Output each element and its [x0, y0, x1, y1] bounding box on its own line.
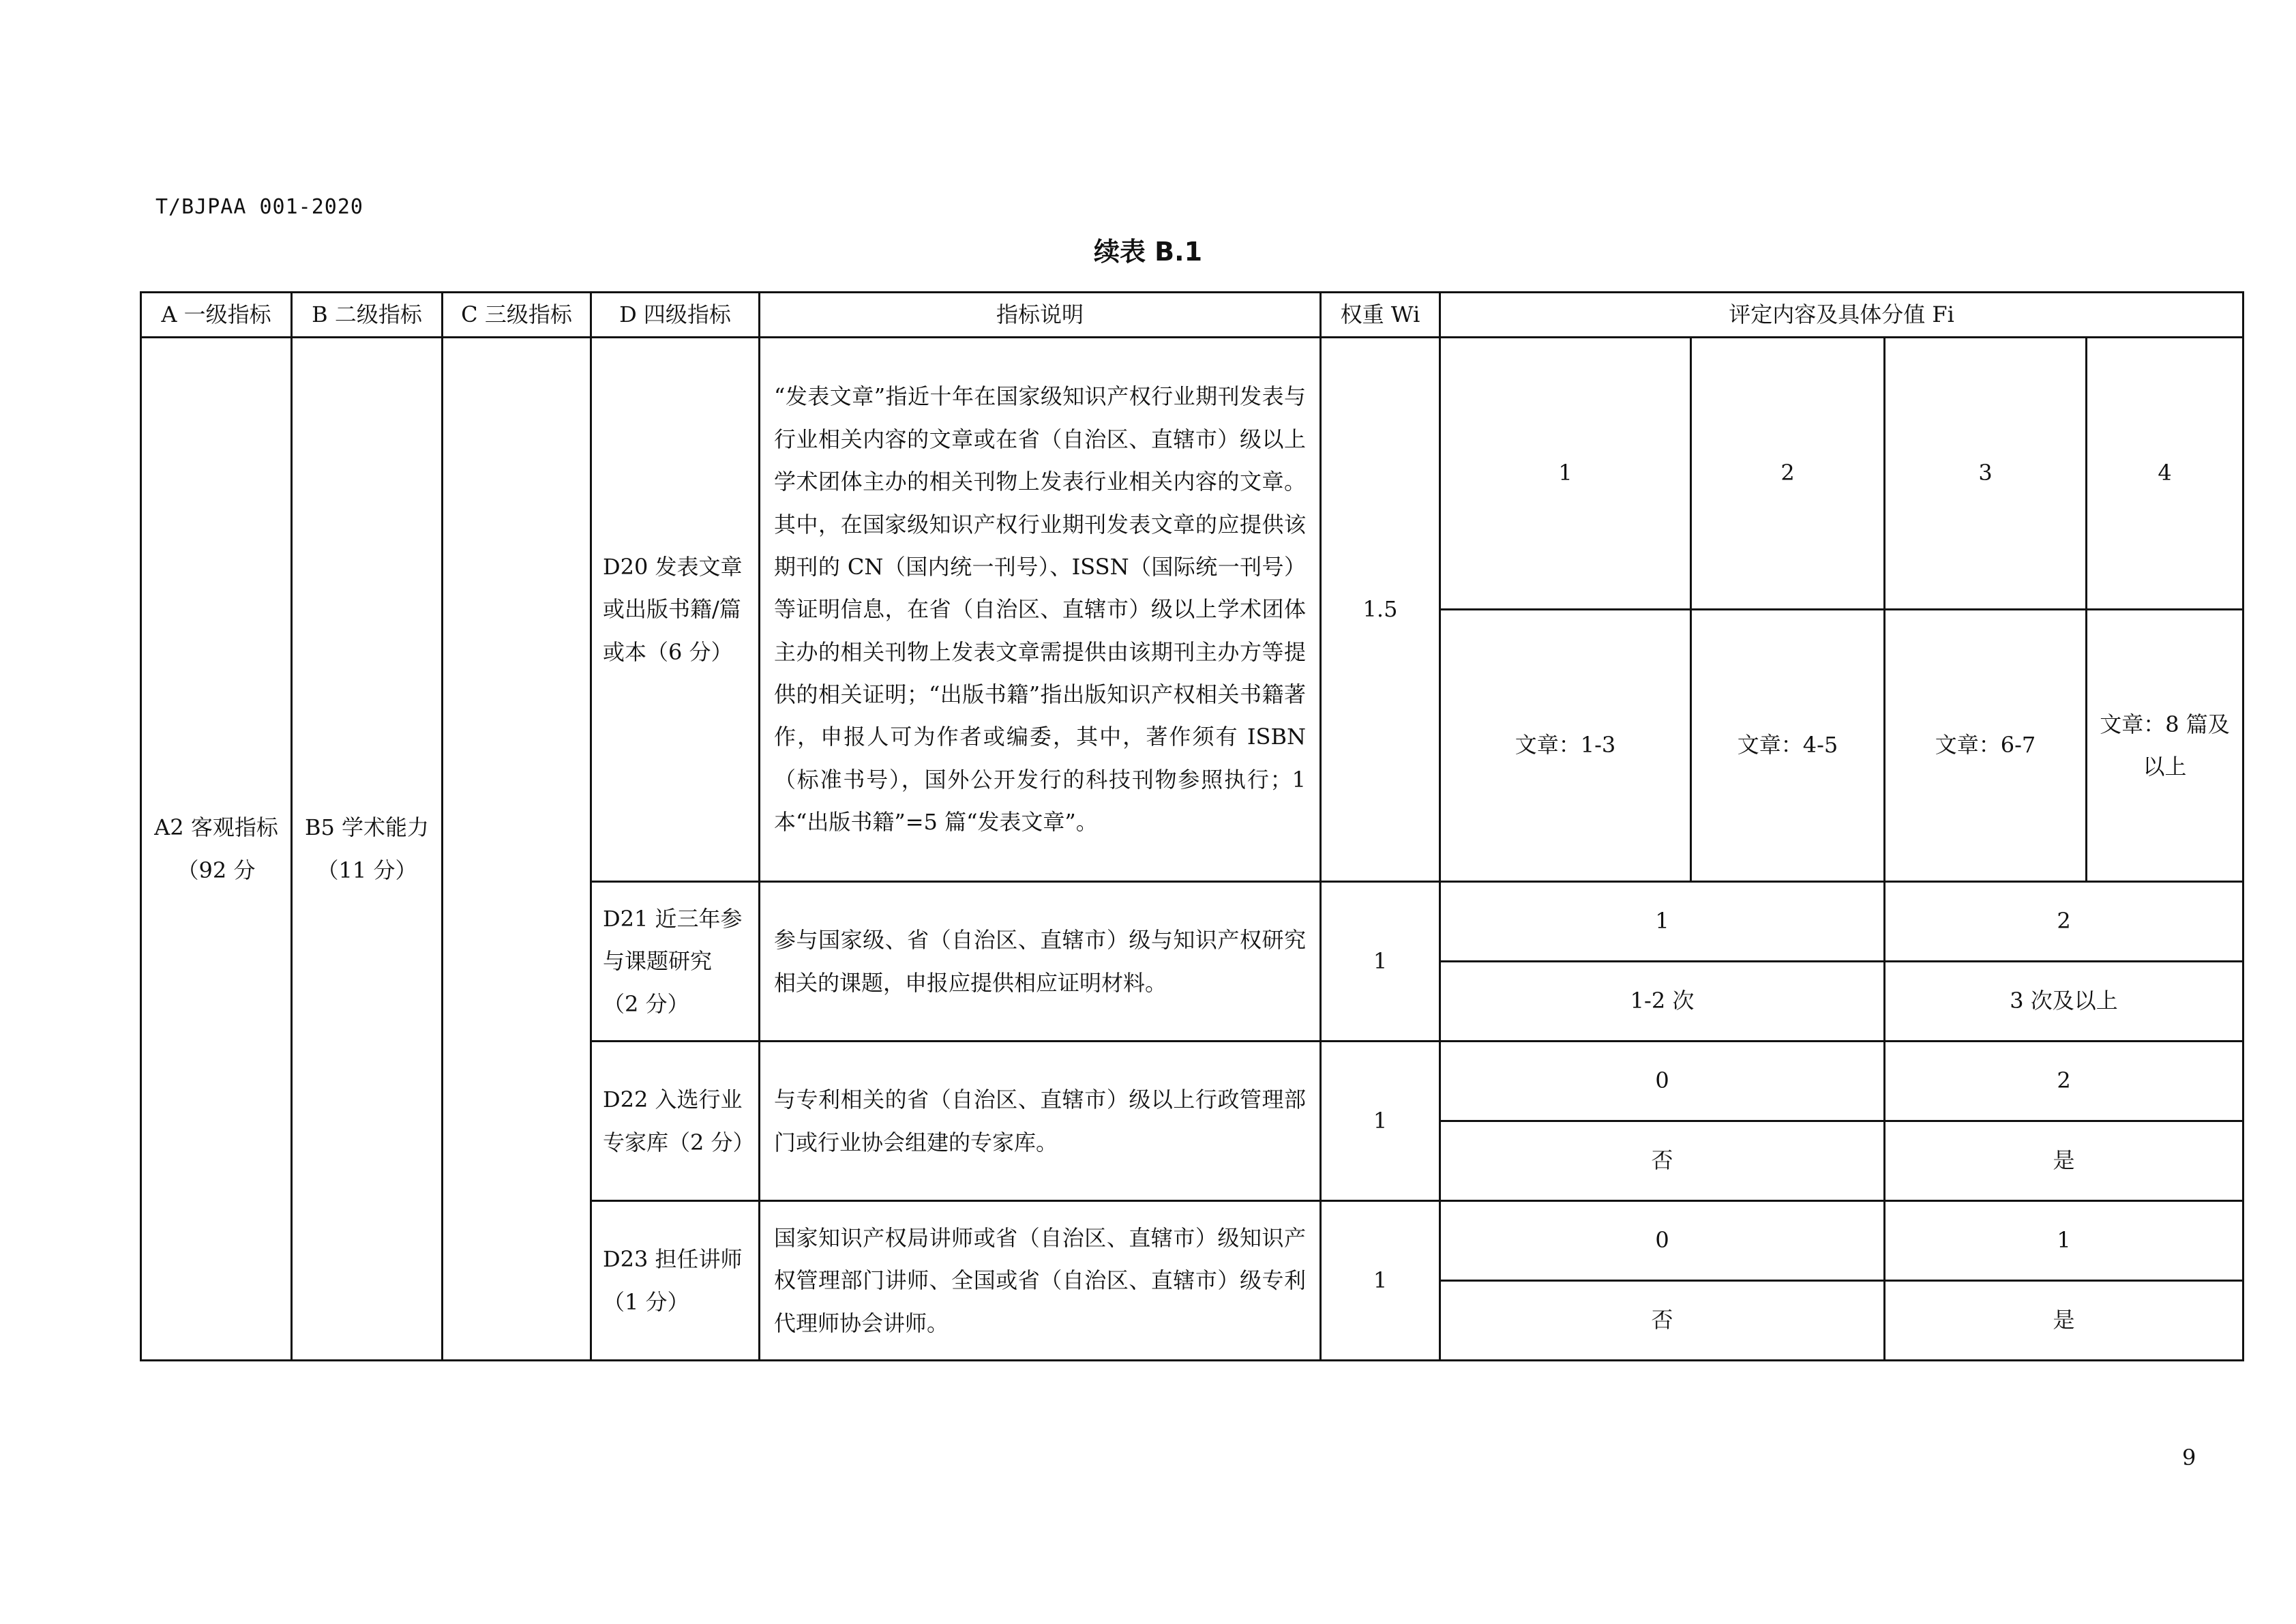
d20-level4: D20 发表文章或出版书籍/篇或本（6 分）: [591, 338, 760, 882]
header-level2: B 二级指标: [292, 293, 443, 338]
d21-score-1: 1: [1440, 882, 1885, 962]
d21-weight: 1: [1321, 882, 1440, 1042]
d22-weight: 1: [1321, 1042, 1440, 1201]
evaluation-table: [140, 291, 2244, 1361]
d22-level4: D22 入选行业专家库（2 分）: [591, 1042, 760, 1201]
table-caption: 续表 B.1: [1093, 237, 1203, 267]
d21-description: 参与国家级、省（自治区、直辖市）级与知识产权研究相关的课题，申报应提供相应证明材料。: [760, 882, 1321, 1042]
d23-score-1: 0: [1440, 1201, 1885, 1281]
d22-description: 与专利相关的省（自治区、直辖市）级以上行政管理部门或行业协会组建的专家库。: [760, 1042, 1321, 1201]
level1-cell: A2 客观指标（92 分: [141, 338, 292, 1361]
header-level4: D 四级指标: [591, 293, 760, 338]
level3-cell: [443, 338, 591, 1361]
d20-criteria-4: 文章：8 篇及以上: [2087, 610, 2243, 882]
d23-weight: 1: [1321, 1201, 1440, 1361]
d20-score-3: 3: [1885, 338, 2087, 610]
d20-score-4: 4: [2087, 338, 2243, 610]
header-level3: C 三级指标: [443, 293, 591, 338]
evaluation-table-container: [140, 291, 2242, 1361]
d20-criteria-3: 文章：6-7: [1885, 610, 2087, 882]
d20-score-1: 1: [1440, 338, 1691, 610]
level2-cell: B5 学术能力（11 分）: [292, 338, 443, 1361]
d21-score-2: 2: [1885, 882, 2243, 962]
d21-criteria-2: 3 次及以上: [1885, 962, 2243, 1042]
d23-level4: D23 担任讲师（1 分）: [591, 1201, 760, 1361]
d20-criteria-1: 文章：1-3: [1440, 610, 1691, 882]
d22-criteria-1: 否: [1440, 1121, 1885, 1201]
d22-criteria-2: 是: [1885, 1121, 2243, 1201]
d22-score-1: 0: [1440, 1042, 1885, 1121]
header-scores: 评定内容及具体分值 Fi: [1440, 293, 2243, 338]
d21-criteria-1: 1-2 次: [1440, 962, 1885, 1042]
d21-level4: D21 近三年参与课题研究（2 分）: [591, 882, 760, 1042]
d23-criteria-1: 否: [1440, 1281, 1885, 1361]
table-row: [141, 338, 2243, 610]
d20-weight: 1.5: [1321, 338, 1440, 882]
header-row: [141, 293, 2243, 338]
page-number: 9: [2182, 1445, 2196, 1471]
d20-score-2: 2: [1691, 338, 1885, 610]
d20-criteria-2: 文章：4-5: [1691, 610, 1885, 882]
document-code: T/BJPAA 001-2020: [155, 195, 363, 219]
header-level1: A 一级指标: [141, 293, 292, 338]
d23-criteria-2: 是: [1885, 1281, 2243, 1361]
header-weight: 权重 Wi: [1321, 293, 1440, 338]
d20-description: “发表文章”指近十年在国家级知识产权行业期刊发表与行业相关内容的文章或在省（自治区、直辖市）级以上学术团体主办的相关刊物上发表行业相关内容的文章。其中，在国家级知识产权行业期刊发表文章的应提供该期刊的 CN（国内统一刊号）、ISSN（国际统一刊号）等证明信息，在省（自治区、直辖市）级以上学术团体主办的相关刊物上发表文章需提供由该期刊主办方等提供的相关证明；“出版书籍”指出版知识产权相关书籍著作，申报人可为作者或编委，其中，著作须有 ISBN（标准书号），国外公开发行的科技刊物参照执行；1 本“出版书籍”=5 篇“发表文章”。: [760, 338, 1321, 882]
d22-score-2: 2: [1885, 1042, 2243, 1121]
d23-score-2: 1: [1885, 1201, 2243, 1281]
header-description: 指标说明: [760, 293, 1321, 338]
d23-description: 国家知识产权局讲师或省（自治区、直辖市）级知识产权管理部门讲师、全国或省（自治区、直辖市）级专利代理师协会讲师。: [760, 1201, 1321, 1361]
